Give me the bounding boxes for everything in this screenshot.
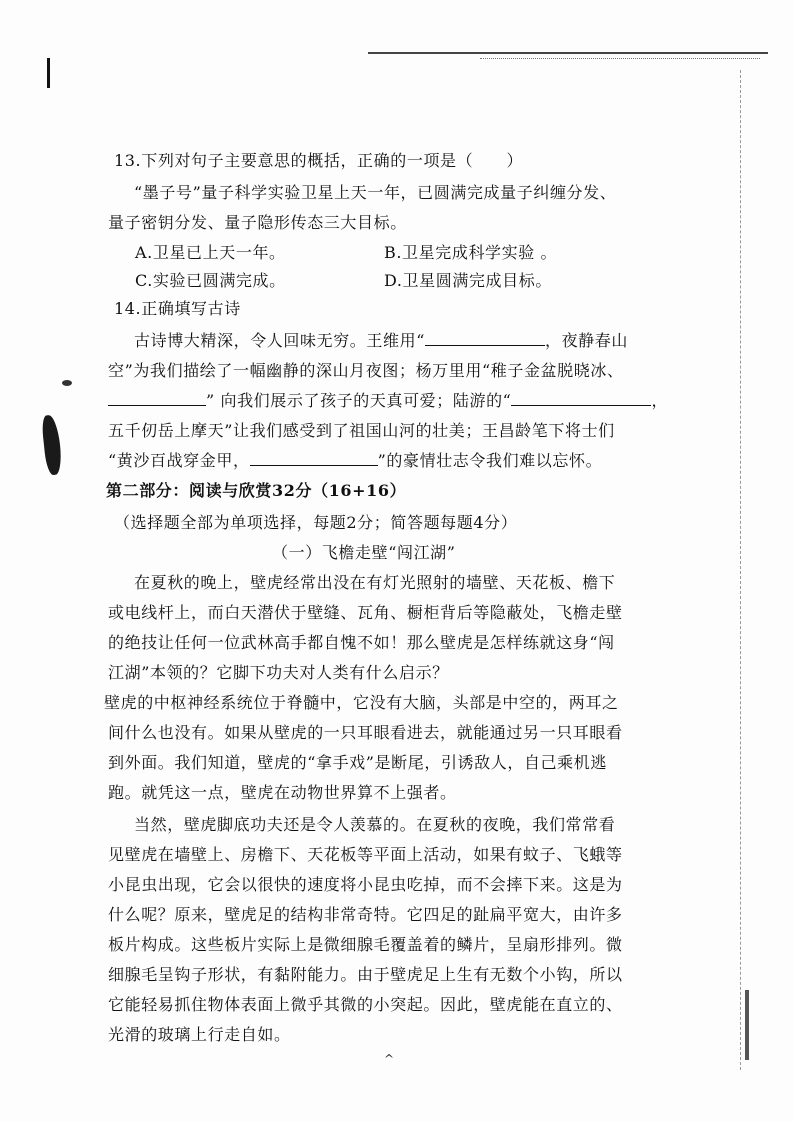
part2-note: （选择题全部为单项选择，每题2分；简答题每题4分） (114, 513, 518, 532)
passage-line: 细腺毛呈钩子形状，有黏附能力。由于壁虎足上生有无数个小钩，所以 (108, 965, 623, 984)
passage-line: 壁虎的中枢神经系统位于脊髓中，它没有大脑，头部是中空的，两耳之 (104, 693, 619, 712)
passage-line: 见壁虎在墙壁上、房檐下、天花板等平面上活动，如果有蚊子、飞蛾等 (108, 845, 623, 864)
q14-blank-3[interactable] (511, 391, 651, 406)
passage-line: 跑。就凭这一点，壁虎在动物世界算不上强者。 (108, 783, 457, 802)
passage-line: 它能轻易抓住物体表面上微乎其微的小突起。因此，壁虎能在直立的、 (108, 995, 623, 1014)
q14-line-3-text-a: ” 向我们展示了孩子的天真可爱；陆游的“ (206, 391, 512, 410)
header-rule (368, 52, 768, 54)
q13-sentence-line-2: 量子密钥分发、量子隐形传态三大目标。 (108, 213, 407, 232)
passage-line: 在夏秋的晚上，壁虎经常出没在有灯光照射的墙壁、天花板、檐下 (134, 573, 616, 592)
passage-line: 的绝技让任何一位武林高手都自愧不如！那么壁虎是怎样练就这身“闯 (108, 633, 615, 652)
q14-line-4: 五千仞岳上摩天”让我们感受到了祖国山河的壮美；王昌龄笔下将士们 (108, 421, 615, 440)
passage-line: 什么呢？原来，壁虎足的结构非常奇特。它四足的趾扁平宽大，由许多 (108, 905, 623, 924)
scan-right-edge-mark (745, 990, 749, 1060)
q14-line-3 (108, 390, 668, 412)
q14-stem: 14.正确填写古诗 (114, 299, 241, 318)
q13-option-a[interactable]: A.卫星已上天一年。 (135, 243, 286, 262)
passage-line: 或电线杆上，而白天潜伏于壁缝、瓦角、橱柜背后等隐蔽处，飞檐走壁 (108, 603, 623, 622)
q14-line-2: 空”为我们描绘了一幅幽静的深山月夜图；杨万里用“稚子金盆脱晓冰、 (108, 361, 624, 380)
q14-line-1-text-b: ，夜静春山 (544, 331, 628, 350)
part2-heading: 第二部分：阅读与欣赏32分（16+16） (106, 481, 407, 500)
passage-line: 光滑的玻璃上行走自如。 (108, 1025, 291, 1044)
q14-line-1 (134, 330, 628, 352)
scan-margin-mark (47, 58, 50, 88)
q14-blank-4[interactable] (250, 451, 378, 466)
q14-line-3-text-b: ， (651, 391, 669, 410)
scan-speck (62, 380, 72, 386)
q14-blank-1[interactable] (425, 331, 545, 346)
q14-line-5 (108, 450, 602, 472)
q14-line-1-text-a: 古诗博大精深，令人回味无穷。王维用“ (134, 331, 425, 350)
q13-option-b[interactable]: B.卫星完成科学实验 。 (384, 243, 558, 262)
scan-right-edge (740, 70, 741, 1070)
q13-option-d[interactable]: D.卫星圆满完成目标。 (384, 271, 552, 290)
scan-binding-blot (41, 414, 63, 475)
q14-line-5-text-a: “黄沙百战穿金甲， (108, 451, 250, 470)
passage-line: 当然，壁虎脚底功夫还是令人羡慕的。在夏秋的夜晚，我们常常看 (134, 815, 616, 834)
q13-sentence-line-1: “墨子号”量子科学实验卫星上天一年，已圆满完成量子纠缠分发、 (134, 183, 617, 202)
passage-title: （一）飞檐走壁“闯江湖” (272, 543, 456, 562)
q14-blank-2[interactable] (108, 391, 206, 406)
passage-line: 小昆虫出现，它会以很快的速度将小昆虫吃掉，而不会摔下来。这是为 (108, 875, 623, 894)
passage-line: 江湖”本领的？它脚下功夫对人类有什么启示？ (108, 663, 449, 682)
passage-line: 间什么也没有。如果从壁虎的一只耳眼看进去，就能通过另一只耳眼看 (108, 723, 623, 742)
passage-line: 到外面。我们知道，壁虎的“拿手戏”是断尾，引诱敌人，自己乘机逃 (108, 753, 607, 772)
q13-option-c[interactable]: C.实验已圆满完成。 (135, 271, 286, 290)
page-bottom-mark: ^ (384, 1052, 395, 1066)
passage-line: 板片构成。这些板片实际上是微细腺毛覆盖着的鳞片，呈扇形排列。微 (108, 935, 623, 954)
q14-line-5-text-b: ”的豪情壮志令我们难以忘怀。 (377, 451, 603, 470)
header-dotted-rule (480, 58, 760, 59)
q13-stem: 13.下列对句子主要意思的概括，正确的一项是（ ） (114, 151, 524, 170)
